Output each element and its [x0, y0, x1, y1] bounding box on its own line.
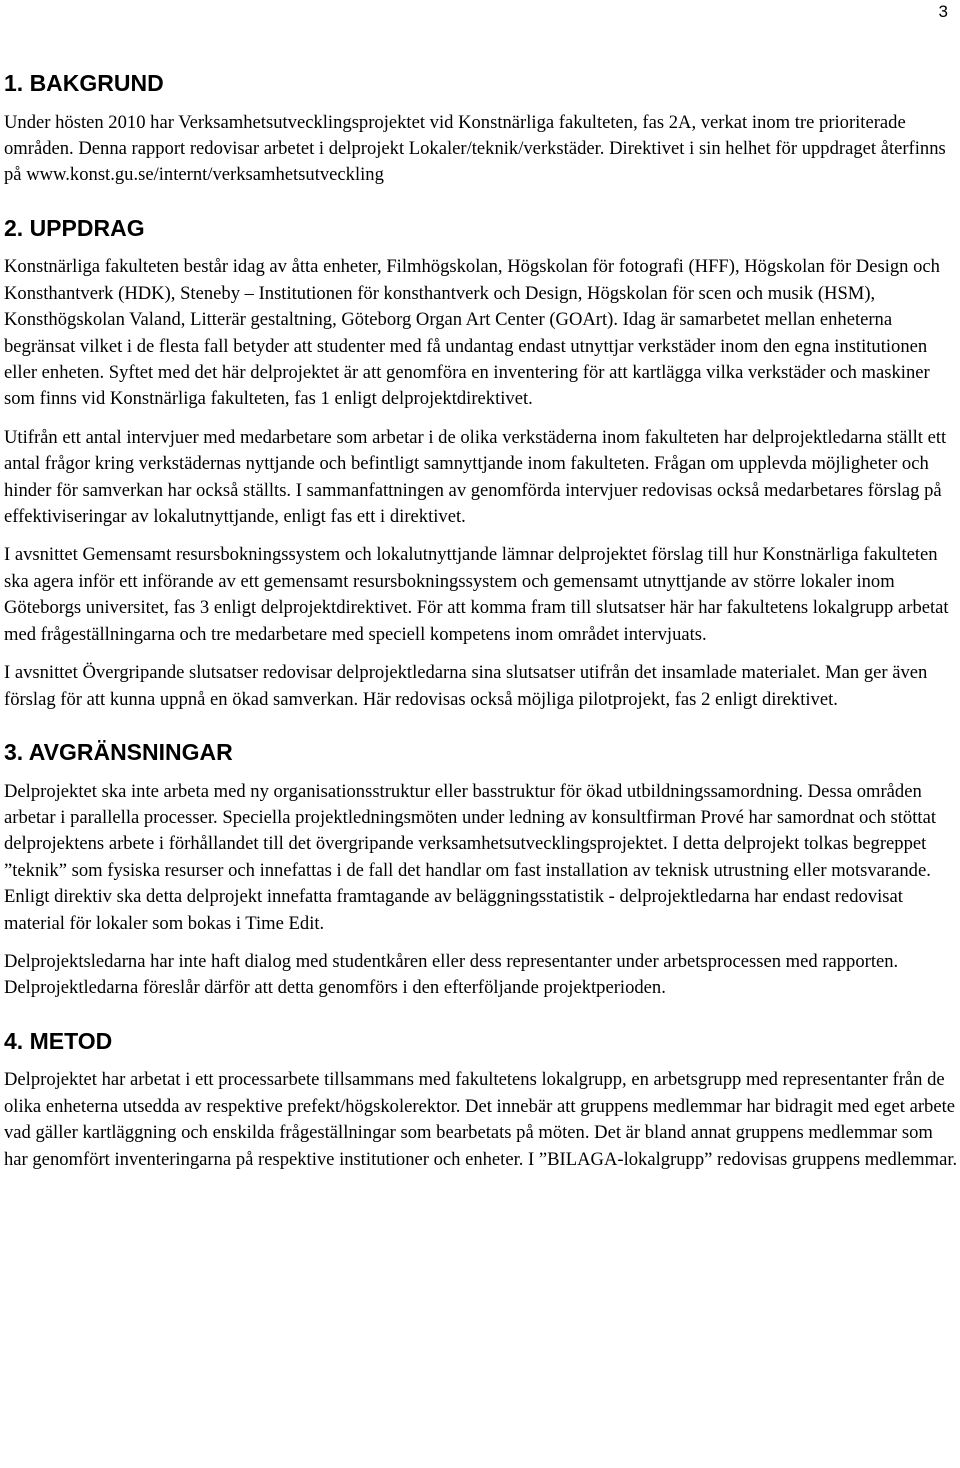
paragraph: I avsnittet Gemensamt resursbokningssystem och lokalutnyttjande lämnar delprojektet förslag till hur Konstnärliga fakulteten ska agera inför ett införande av ett gemensamt resursbokningssystem och gemensamt utnyttjande av större lokaler inom Göteborgs universitet, fas 3 enligt delprojektdirektivet. För att komma fram till slutsatser här har fakultetens lokalgrupp arbetat med frågeställningarna och tre medarbetare med speciell kompetens inom området intervjuats. — [4, 544, 949, 645]
section-metod — [4, 1028, 958, 1173]
paragraph: Delprojektet ska inte arbeta med ny organisationsstruktur eller basstruktur för ökad utbildningssamordning. Dessa områden arbetar i parallella processer. Speciella projektledningsmöten under ledning av konsultfirman Prové har samordnat och stöttat delprojektens arbete i förhållandet till det övergripande verksamhetsutvecklingsprojektet. I detta delprojekt tolkas begreppet ”teknik” som fysiska resurser och innefattas i de fall det handlar om fast installation av teknisk utrustning eller motsvarande. Enligt direktiv ska detta delprojekt innefatta framtagande av beläggningsstatistik - delprojektledarna har endast redovisat material för lokaler som bokas i Time Edit. — [4, 780, 936, 934]
page-number: 3 — [938, 2, 948, 21]
document-body — [4, 70, 958, 1195]
section-bakgrund — [4, 70, 958, 189]
paragraph: Under hösten 2010 har Verksamhetsutvecklingsprojektet vid Konstnärliga fakulteten, fas 2A, verkat inom tre prioriterade områden. Denna rapport redovisar arbetet i delprojekt Lokaler/teknik/verkstäder. Direktivet i sin helhet för uppdraget återfinns på www.konst.gu.se/internt/verksamhetsutveckling — [4, 111, 946, 186]
paragraph: Delprojektet har arbetat i ett processarbete tillsammans med fakultetens lokalgrupp, en arbetsgrupp med representanter från de olika enheterna utsedda av respektive prefekt/högskolerektor. Det innebär att gruppens medlemmar har bidragit med eget arbete vad gäller kartläggning och enskilda frågeställningar som bearbetats på möten. Det är bland annat gruppens medlemmar som har genomfört inventeringarna på respektive institutioner och enheter. I ”BILAGA-lokalgrupp” redovisas gruppens medlemmar. — [4, 1069, 958, 1170]
section-heading: 3. AVGRÄNSNINGAR — [4, 738, 233, 765]
paragraph: Delprojektsledarna har inte haft dialog med studentkåren eller dess representanter under arbetsprocessen med rapporten. Delprojektledarna föreslår därför att detta genomförs i den efterföljande projektperioden. — [4, 950, 899, 999]
section-avgransningar — [4, 739, 958, 1002]
section-heading: 1. BAKGRUND — [4, 70, 164, 96]
section-heading: 4. METOD — [4, 1027, 113, 1054]
paragraph: Konstnärliga fakulteten består idag av åtta enheter, Filmhögskolan, Högskolan för fotografi (HFF), Högskolan för Design och Konsthantverk (HDK), Steneby – Institutionen för konsthantverk och Design, Högskolan för scen och musik (HSM), Konsthögskolan Valand, Litterär gestaltning, Göteborg Organ Art Center (GOArt). Idag är samarbetet mellan enheterna begränsat vilket i de flesta fall betyder att studenter med få undantag endast utnyttjar verkstäder inom den egna institutionen eller enheten. Syftet med det här delprojektet är att genomföra en inventering för att kartlägga vilka verkstäder och maskiner som finns vid Konstnärliga fakulteten, fas 1 enligt delprojektdirektivet. — [4, 256, 940, 410]
paragraph: I avsnittet Övergripande slutsatser redovisar delprojektledarna sina slutsatser utifrån det insamlade materialet. Man ger även förslag för att kunna uppnå en ökad samverkan. Här redovisas också möjliga pilotprojekt, fas 2 enligt direktivet. — [4, 662, 928, 710]
section-uppdrag — [4, 215, 958, 713]
paragraph: Utifrån ett antal intervjuer med medarbetare som arbetar i de olika verkstäderna inom fakulteten har delprojektledarna ställt ett antal frågor kring verkstädernas nyttjande och befintligt samnyttjande inom fakulteten. Frågan om upplevda möjligheter och hinder för samverkan har också ställts. I sammanfattningen av genomförda intervjuer redovisas också medarbetares förslag på effektiviseringar av lokalutnyttjande, enligt fas ett i direktivet. — [4, 426, 947, 528]
section-heading: 2. UPPDRAG — [4, 214, 145, 241]
